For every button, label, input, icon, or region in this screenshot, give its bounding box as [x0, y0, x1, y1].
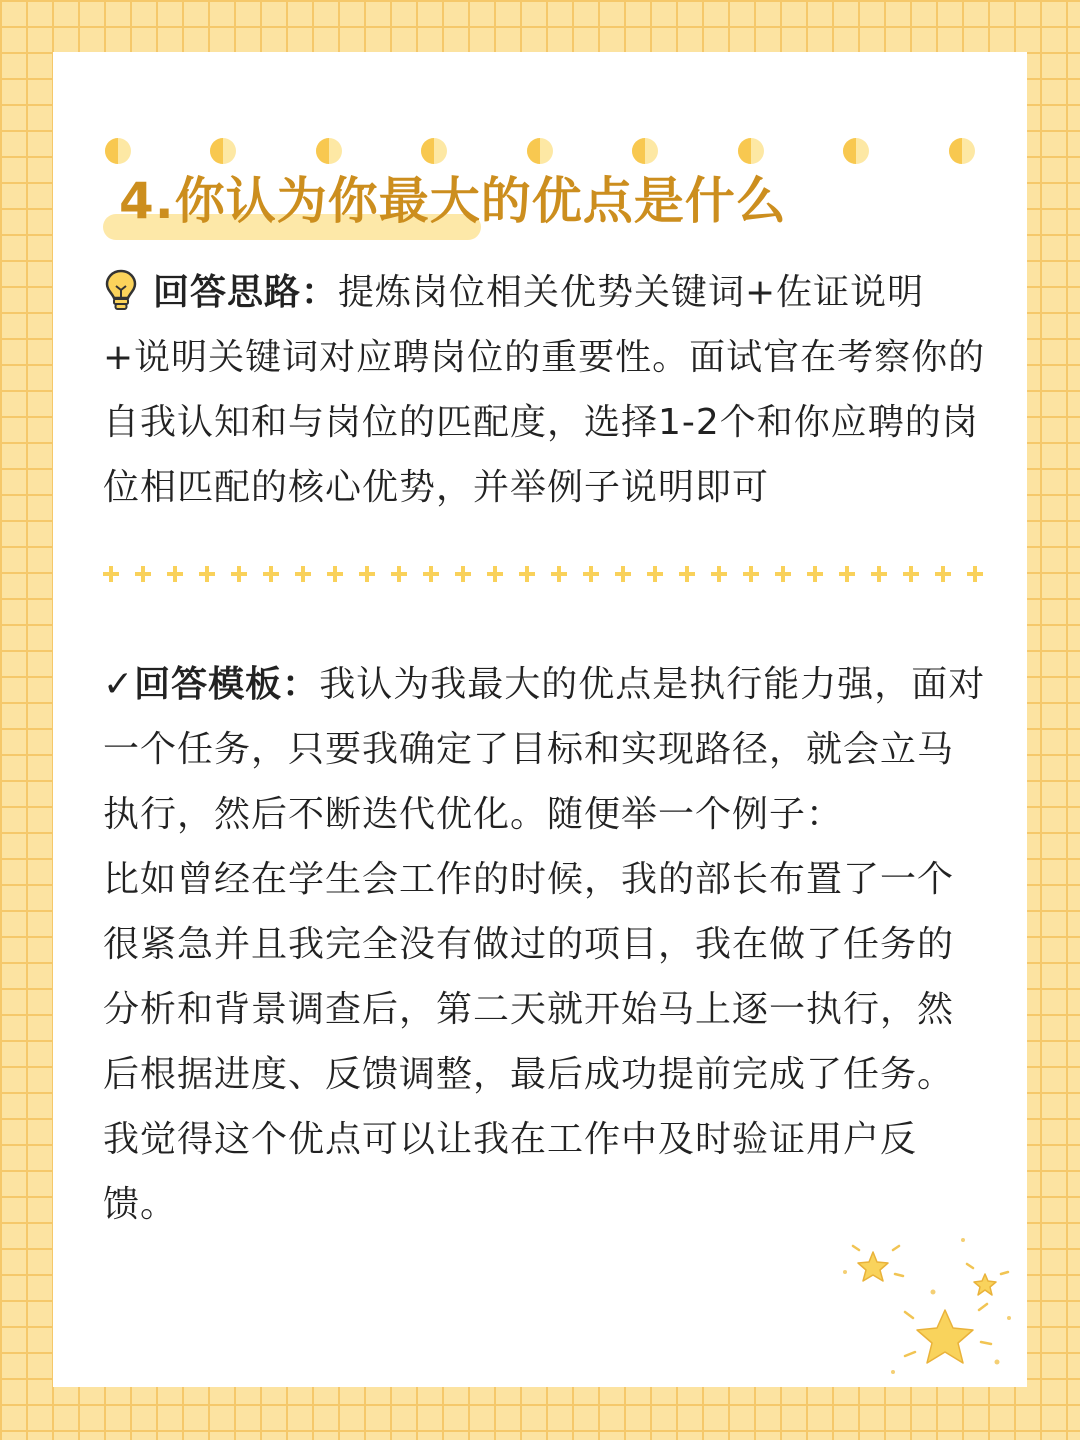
approach-label: 回答思路： [153, 272, 339, 313]
dot-decoration [843, 138, 869, 164]
template-intro-text: 我认为我最大的优点是执行能力强，面对一个任务，只要我确定了目标和实现路径，就会立马执行，然后不断迭代优化。随便举一个例子： [103, 664, 986, 835]
template-label: 回答模板： [134, 664, 320, 705]
dot-decoration [527, 138, 553, 164]
title-area [103, 162, 843, 252]
template-example: 比如曾经在学生会工作的时候，我的部长布置了一个很紧急并且我完全没有做过的项目，我在做了任务的分析和背景调查后，第二天就开始马上逐一执行，然后根据进度、反馈调整，最后成功提前完成了任务。我觉得这个优点可以让我在工作中及时验证用户反馈。 [103, 859, 955, 1225]
dot-decoration [210, 138, 236, 164]
approach-section [103, 260, 989, 520]
dot-decoration [632, 138, 658, 164]
template-intro [103, 652, 989, 847]
dot-decoration [738, 138, 764, 164]
dot-decoration [421, 138, 447, 164]
dot-decoration [949, 138, 975, 164]
plus-divider [103, 566, 993, 600]
dot-decoration [105, 138, 131, 164]
checkmark-icon: ✓ [103, 664, 135, 705]
lightbulb-icon [103, 268, 139, 312]
page-title: 4.你认为你最大的优点是什么 [119, 172, 787, 230]
content-card [53, 52, 1027, 1387]
template-section [103, 652, 989, 1237]
approach-text: 提炼岗位相关优势关键词+佐证说明+说明关键词对应聘岗位的重要性。面试官在考察你的自我认知和与岗位的匹配度，选择1-2个和你应聘的岗位相匹配的核心优势，并举例子说明即可 [103, 272, 986, 508]
stars-icon [833, 1232, 1023, 1382]
dot-decoration [316, 138, 342, 164]
